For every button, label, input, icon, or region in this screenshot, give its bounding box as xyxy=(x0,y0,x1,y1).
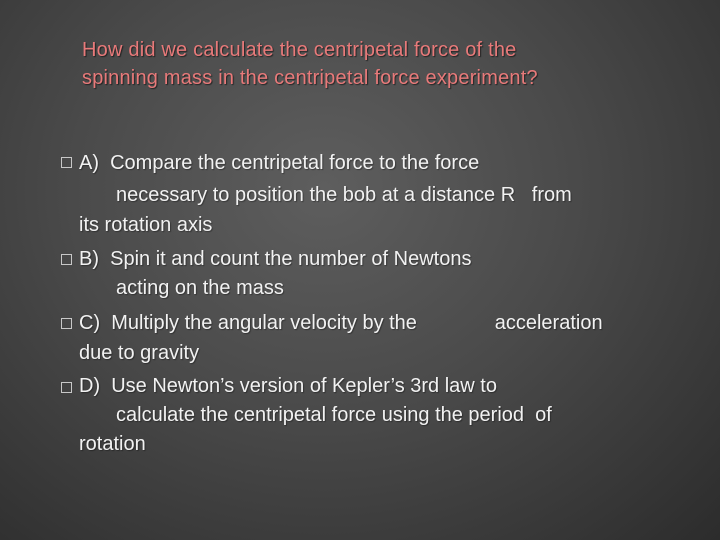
bullet-a-line-2: necessary to position the bob at a distance R from xyxy=(116,184,572,206)
square-bullet-icon xyxy=(61,382,72,393)
bullet-c-line-2: due to gravity xyxy=(79,342,200,364)
bullet-d-line-1: D) Use Newton’s version of Kepler’s 3rd law to xyxy=(79,375,497,397)
title-line-2: spinning mass in the centripetal force experiment? xyxy=(82,67,538,89)
bullet-a-line-1: A) Compare the centripetal force to the force xyxy=(79,152,480,174)
title-line-1: How did we calculate the centripetal force of the xyxy=(82,39,517,61)
bullet-b-line-1: B) Spin it and count the number of Newtons xyxy=(79,248,472,270)
square-bullet-icon xyxy=(61,157,72,168)
square-bullet-icon xyxy=(61,318,72,329)
bullet-a-line-3: its rotation axis xyxy=(79,214,213,236)
bullet-b-line-2: acting on the mass xyxy=(116,277,284,299)
bullet-c-line-1: C) Multiply the angular velocity by the acceleration xyxy=(79,312,603,334)
bullet-d-line-2: calculate the centripetal force using the period of xyxy=(116,404,552,426)
bullet-d-line-3: rotation xyxy=(79,433,146,455)
square-bullet-icon xyxy=(61,254,72,265)
